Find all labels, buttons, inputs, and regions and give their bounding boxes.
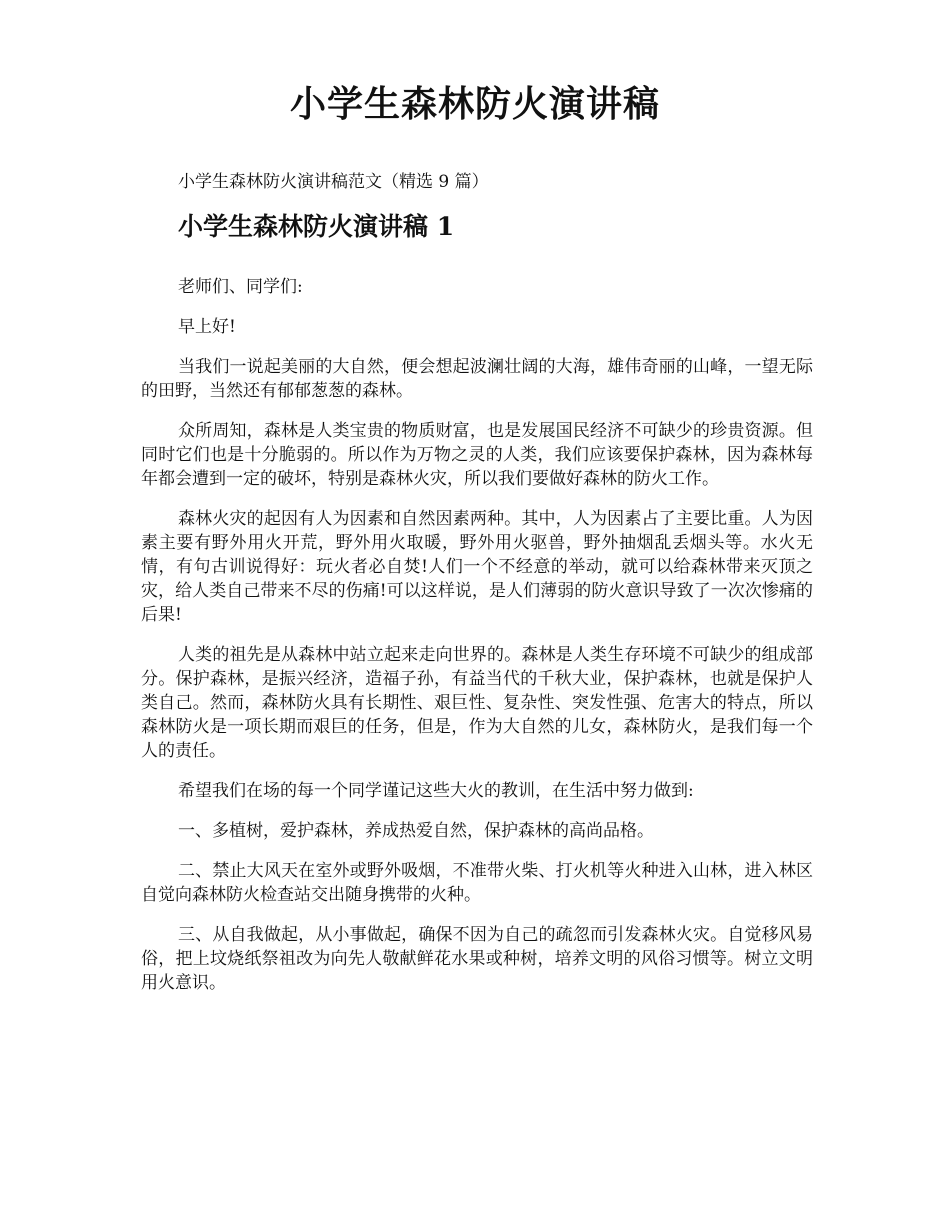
paragraph: 当我们一说起美丽的大自然，便会想起波澜壮阔的大海，雄伟奇丽的山峰，一望无际的田野，当然还有郁郁葱葱的森林。 (141, 357, 813, 401)
paragraph: 希望我们在场的每一个同学谨记这些大火的教训，在生活中努力做到: (178, 781, 694, 801)
list-item: 二、禁止大风天在室外或野外吸烟，不准带火柴、打火机等火种进入山林，进入林区自觉向森林防火检查站交出随身携带的火种。 (141, 861, 813, 905)
paragraph-greeting: 老师们、同学们: (178, 277, 303, 297)
paragraph: 人类的祖先是从森林中站立起来走向世界的。森林是人类生存环境不可缺少的组成部分。保护森林，是振兴经济，造福子孙，有益当代的千秋大业，保护森林，也就是保护人类自己。然而，森林防火具有长期性、艰巨性、复杂性、突发性强、危害大的特点，所以森林防火是一项长期而艰巨的任务，但是，作为大自然的儿女，森林防火，是我们每一个人的责任。 (141, 645, 813, 761)
document-body (141, 275, 813, 1011)
document-title: 小学生森林防火演讲稿 (289, 83, 660, 125)
paragraph-good-morning: 早上好! (178, 317, 236, 337)
document-subtitle: 小学生森林防火演讲稿范文（精选 9 篇） (178, 172, 489, 192)
paragraph: 森林火灾的起因有人为因素和自然因素两种。其中，人为因素占了主要比重。人为因素主要有野外用火开荒，野外用火取暖，野外用火驱兽，野外抽烟乱丢烟头等。水火无情，有句古训说得好：玩火者必自焚!人们一个不经意的举动，就可以给森林带来灭顶之灾，给人类自己带来不尽的伤痛!可以这样说，是人们薄弱的防火意识导致了一次次惨痛的后果! (141, 509, 813, 625)
section-heading: 小学生森林防火演讲稿 1 (178, 212, 455, 241)
list-item: 一、多植树，爱护森林，养成热爱自然，保护森林的高尚品格。 (178, 821, 654, 841)
paragraph: 众所周知，森林是人类宝贵的物质财富，也是发展国民经济不可缺少的珍贵资源。但同时它们也是十分脆弱的。所以作为万物之灵的人类，我们应该要保护森林，因为森林每年都会遭到一定的破坏，特别是森林火灾，所以我们要做好森林的防火工作。 (141, 421, 813, 489)
list-item: 三、从自我做起，从小事做起，确保不因为自己的疏忽而引发森林火灾。自觉移风易俗，把上坟烧纸祭祖改为向先人敬献鲜花水果或种树，培养文明的风俗习惯等。树立文明用火意识。 (141, 925, 813, 993)
